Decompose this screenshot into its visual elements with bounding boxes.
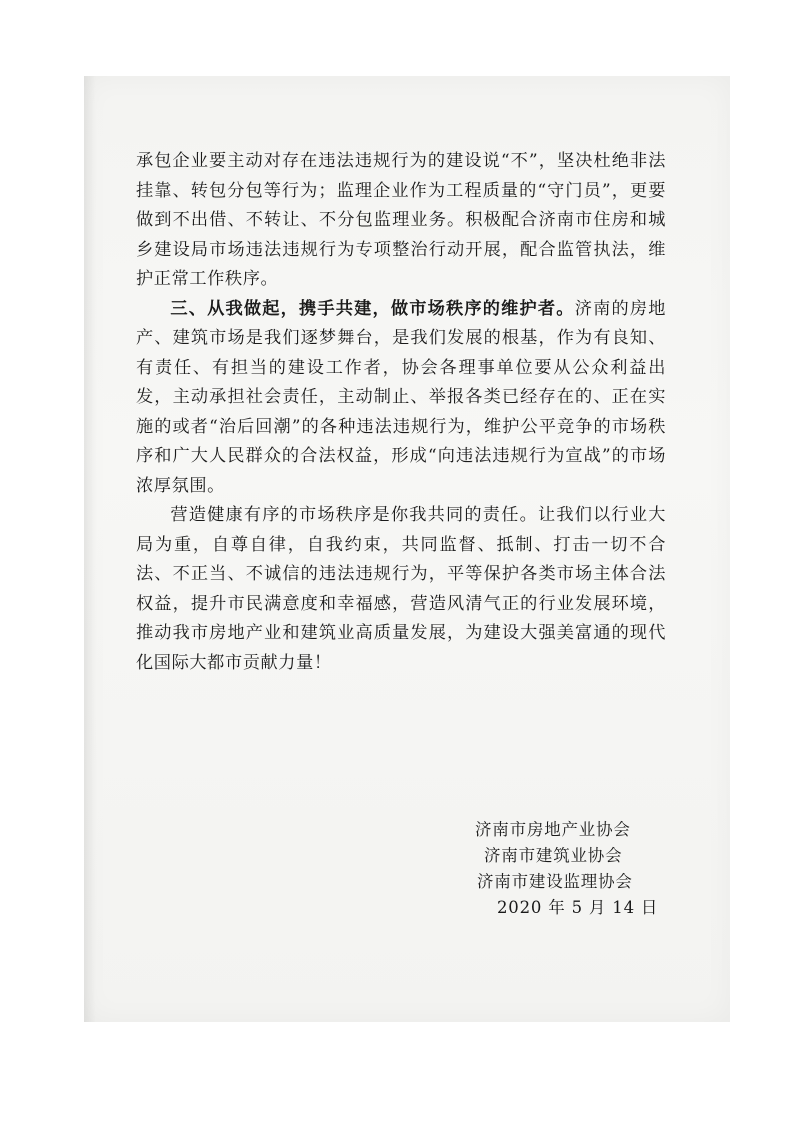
signature-org-construction: 济南市建筑业协会 bbox=[484, 846, 623, 865]
signature-block bbox=[470, 817, 670, 921]
paragraph-1: 承包企业要主动对存在违法违规行为的建设说“不”，坚决杜绝非法挂靠、转包分包等行为；监理企业作为工程质量的“守门员”，更要做到不出借、不转让、不分包监理业务。积极配合济南市住房和城乡建设局市场违法违规行为专项整治行动开展，配合监管执法，维护正常工作秩序。 bbox=[136, 151, 666, 289]
paragraph-2 bbox=[136, 295, 666, 502]
paragraph-3: 营造健康有序的市场秩序是你我共同的责任。让我们以行业大局为重，自尊自律，自我约束，共同监督、抵制、打击一切不合法、不正当、不诚信的违法违规行为，平等保护各类市场主体合法权益，提升市民满意度和幸福感，营造风清气正的行业发展环境，推动我市房地产业和建筑业高质量发展，为建设大强美富通的现代化国际大都市贡献力量！ bbox=[136, 505, 666, 673]
document-body bbox=[136, 147, 666, 678]
page-edge-shadow bbox=[84, 76, 96, 1022]
paragraph-2-body: 济南的房地产、建筑市场是我们逐梦舞台，是我们发展的根基，作为有良知、有责任、有担当的建设工作者，协会各理事单位要从公众利益出发，主动承担社会责任，主动制止、举报各类已经存在的、正在实施的或者“治后回潮”的各种违法违规行为，维护公平竞争的市场秩序和广大人民群众的合法权益，形成“向违法违规行为宣战”的市场浓厚氛围。 bbox=[136, 298, 666, 496]
section-heading-3: 三、从我做起，携手共建，做市场秩序的维护者。 bbox=[170, 298, 575, 319]
signature-date: 2020 年 5 月 14 日 bbox=[497, 898, 659, 917]
signature-org-real-estate: 济南市房地产业协会 bbox=[475, 820, 631, 839]
signature-org-supervision: 济南市建设监理协会 bbox=[477, 872, 633, 891]
